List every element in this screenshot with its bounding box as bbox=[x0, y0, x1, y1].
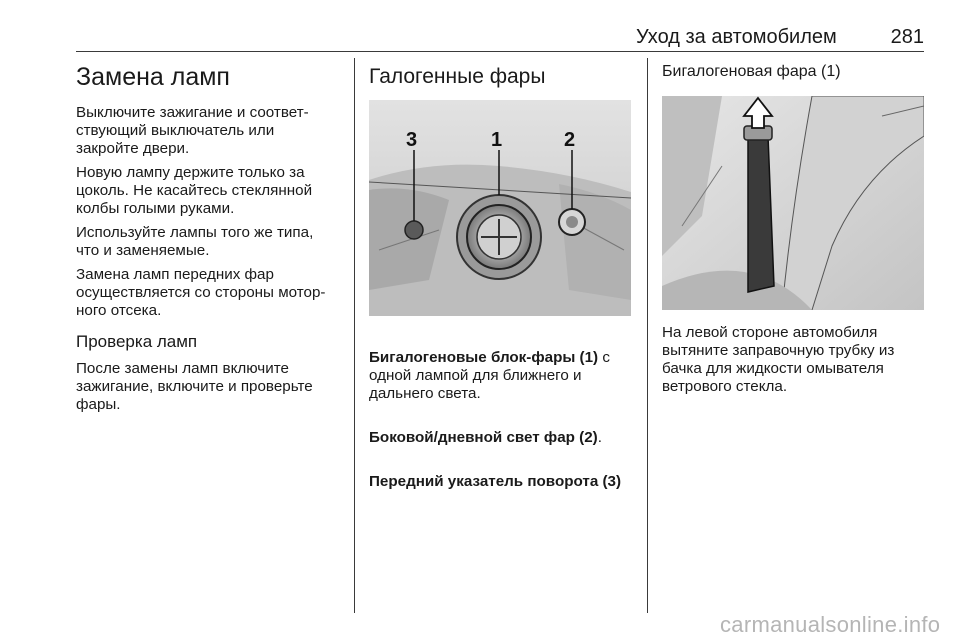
section-heading: Галогенные фары bbox=[369, 65, 546, 88]
paragraph: Замена ламп передних фар осуществляется со стороны мотор- ного отсека. bbox=[76, 266, 326, 319]
section-heading: Бигалогеновая фара (1) bbox=[662, 63, 841, 80]
bulb-label-side-daytime: Боковой/дневной свет фар (2) bbox=[369, 429, 598, 446]
paragraph: Выключите зажигание и соответ- ствующий выключатель или закройте двери. bbox=[76, 104, 309, 157]
column-bulb-replacement bbox=[76, 58, 346, 420]
headlight-caption bbox=[369, 331, 631, 515]
subsection-heading: Проверка ламп bbox=[76, 332, 198, 351]
callout-2: 2 bbox=[564, 129, 576, 151]
page-number: 281 bbox=[890, 26, 924, 48]
watermark: carmanualsonline.info bbox=[720, 612, 941, 637]
callout-1: 1 bbox=[491, 129, 503, 151]
paragraph: Новую лампу держите только за цоколь. Не касайтесь стеклянной колбы голыми руками. bbox=[76, 164, 313, 217]
paragraph: Используйте лампы того же типа, что и заменяемые. bbox=[76, 224, 314, 259]
bulb-label-bi-halogen: Бигалогеновые блок-фары (1) bbox=[369, 349, 599, 366]
washer-filler-tube-image bbox=[662, 96, 924, 310]
bulb-description: с одной лампой для ближнего и дальнего света. bbox=[369, 349, 610, 402]
bulb-label-turn-indicator: Передний указатель поворота (3) bbox=[369, 473, 622, 490]
header-rule bbox=[76, 51, 924, 52]
column-bi-halogen-headlight bbox=[662, 58, 924, 92]
column-divider-left bbox=[354, 58, 355, 613]
headlight-assembly-image bbox=[369, 100, 631, 316]
washer-filler-illustration bbox=[662, 96, 924, 310]
section-heading: Замена ламп bbox=[76, 63, 230, 91]
column-halogen-headlights bbox=[369, 58, 631, 104]
column-divider-right bbox=[647, 58, 648, 613]
paragraph: После замены ламп включите зажигание, включите и проверьте фары. bbox=[76, 360, 313, 413]
headlight-illustration bbox=[369, 100, 631, 316]
header-title: Уход за автомобилем bbox=[636, 26, 837, 48]
callout-3: 3 bbox=[406, 129, 418, 151]
washer-filler-caption: На левой стороне автомобиля вытяните заправочную трубку из бачка для жидкости омывателя ветрового стекла. bbox=[662, 324, 895, 395]
punctuation: . bbox=[597, 429, 602, 446]
